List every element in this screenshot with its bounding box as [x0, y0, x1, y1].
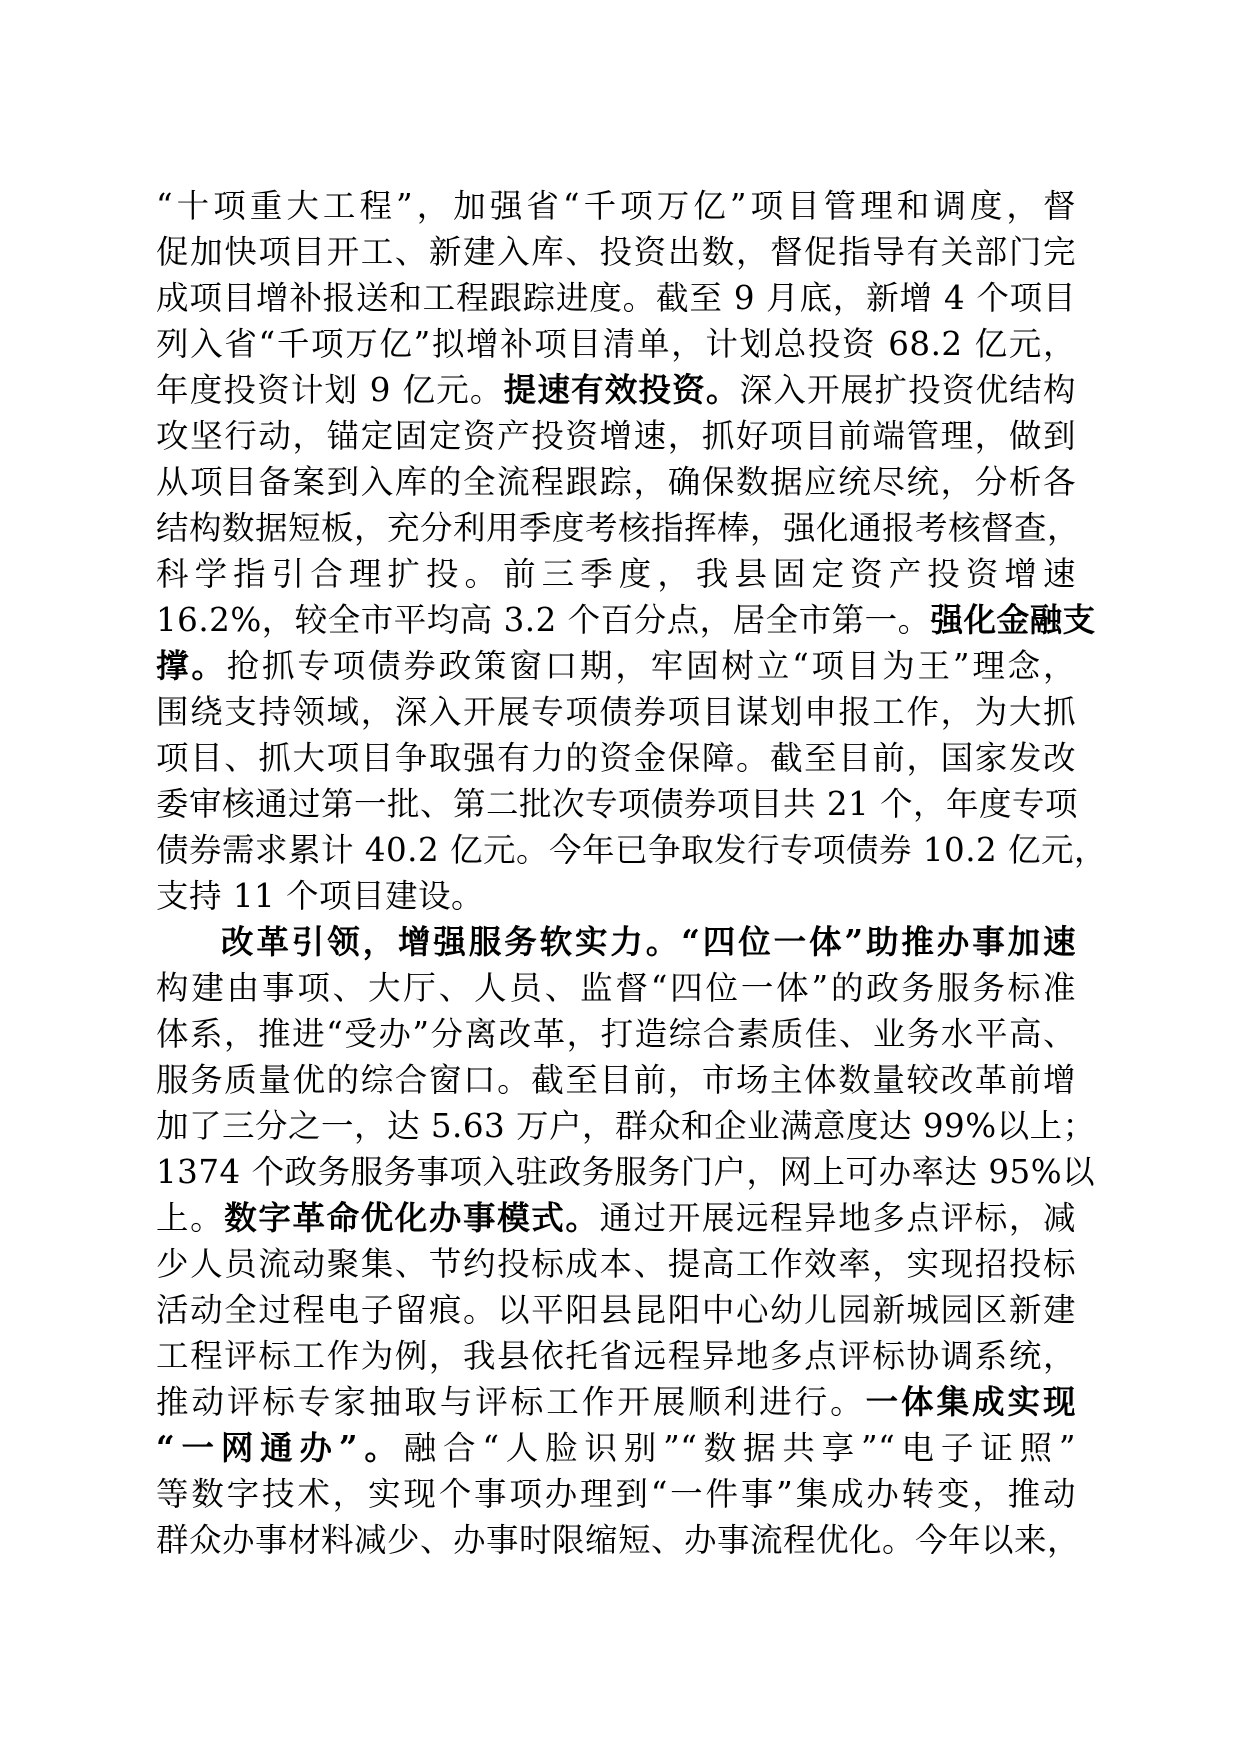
body-text-run: 委审核通过第一批、第二批次专项债券项目共 21 个，年度专项 — [156, 785, 1079, 823]
body-text-run: 从项目备案到入库的全流程跟踪，确保数据应统尽统，分析各 — [156, 463, 1076, 501]
body-text-run: 债券需求累计 40.2 亿元。今年已争取发行专项债券 10.2 亿元， — [156, 831, 1108, 869]
body-text-run: 少人员流动聚集、节约投标成本、提高工作效率，实现招投标 — [156, 1245, 1076, 1283]
body-text-run: 构建由事项、大厅、人员、监督“四位一体”的政务服务标准 — [156, 969, 1076, 1007]
body-text-run: 服务质量优的综合窗口。截至目前，市场主体数量较改革前增 — [156, 1061, 1076, 1099]
body-text-run: 列入省“千项万亿”拟增补项目清单，计划总投资 68.2 亿元， — [156, 325, 1076, 363]
bold-heading-text: “一网通办”。 — [156, 1428, 404, 1467]
text-line — [156, 597, 1096, 643]
text-line — [156, 1195, 1076, 1241]
body-text-run: 等数字技术，实现个事项办理到“一件事”集成办转变，推动 — [156, 1475, 1076, 1513]
bold-heading-text: 数字革命优化办事模式。 — [224, 1198, 600, 1237]
text-line — [156, 1517, 1081, 1563]
bold-heading-text: 提速有效投资。 — [503, 370, 740, 409]
body-text-run: 结构数据短板，充分利用季度考核指挥棒，强化通报考核督查， — [156, 509, 1081, 547]
text-line — [156, 551, 1076, 597]
body-text-run: 围绕支持领域，深入开展专项债券项目谋划申报工作，为大抓 — [156, 693, 1076, 731]
text-line — [156, 1149, 1096, 1195]
body-text-run: 支持 11 个项目建设。 — [156, 877, 485, 915]
bold-heading-text: 撑。 — [156, 646, 227, 685]
body-text-run: 上。 — [156, 1199, 225, 1237]
text-line — [156, 1287, 1076, 1333]
paragraph-investment — [156, 183, 1108, 919]
text-line — [156, 275, 1076, 321]
text-line — [156, 1103, 1096, 1149]
body-text-run: 加了三分之一，达 5.63 万户，群众和企业满意度达 99%以上； — [156, 1107, 1096, 1145]
text-line — [156, 505, 1081, 551]
paragraph-reform — [156, 919, 1096, 1563]
bold-heading-text: 强化金融支 — [930, 600, 1096, 639]
text-line — [156, 1471, 1076, 1517]
body-text-run: 融合“人脸识别”“数据共享”“电子证照” — [403, 1429, 1076, 1467]
text-line — [156, 827, 1108, 873]
body-text-run: 成项目增补报送和工程跟踪进度。截至 9 月底，新增 4 个项目 — [156, 279, 1076, 317]
text-line — [156, 413, 1076, 459]
body-text-run: 项目、抓大项目争取强有力的资金保障。截至目前，国家发改 — [156, 739, 1076, 777]
bold-heading-text: 一体集成实现 — [865, 1382, 1076, 1421]
body-text-run: 抢抓专项债券政策窗口期，牢固树立“项目为王”理念， — [226, 647, 1076, 685]
text-line — [156, 1333, 1076, 1379]
text-line — [156, 367, 1076, 413]
text-line — [156, 873, 1076, 919]
body-text-run: 年度投资计划 9 亿元。 — [156, 371, 504, 409]
text-line — [156, 965, 1076, 1011]
body-text-run: 推动评标专家抽取与评标工作开展顺利进行。 — [156, 1383, 866, 1421]
text-line — [156, 643, 1076, 689]
text-line — [156, 1241, 1076, 1287]
text-line — [156, 459, 1076, 505]
text-line — [156, 321, 1076, 367]
body-text-run: 活动全过程电子留痕。以平阳县昆阳中心幼儿园新城园区新建 — [156, 1291, 1076, 1329]
text-line — [156, 1057, 1076, 1103]
body-text-run: 群众办事材料减少、办事时限缩短、办事流程优化。今年以来， — [156, 1521, 1081, 1559]
body-text-run: “十项重大工程”，加强省“千项万亿”项目管理和调度，督 — [156, 187, 1076, 225]
body-text-run: 通过开展远程异地多点评标，减 — [599, 1199, 1076, 1237]
body-text — [156, 183, 1108, 1563]
text-line — [156, 919, 1076, 965]
text-line — [156, 689, 1076, 735]
text-line — [156, 1011, 1076, 1057]
body-text-run: 1374 个政务服务事项入驻政务服务门户，网上可办率达 95%以 — [156, 1153, 1096, 1191]
body-text-run: 16.2%，较全市平均高 3.2 个百分点，居全市第一。 — [156, 601, 931, 639]
body-text-run: 攻坚行动，锚定固定资产投资增速，抓好项目前端管理，做到 — [156, 417, 1076, 455]
text-line — [156, 781, 1079, 827]
body-text-run: 深入开展扩投资优结构 — [739, 371, 1076, 409]
text-line — [156, 1425, 1076, 1471]
text-line — [156, 735, 1076, 781]
body-text-run: 体系，推进“受办”分离改革，打造综合素质佳、业务水平高、 — [156, 1015, 1076, 1053]
text-line — [156, 1379, 1076, 1425]
text-line — [156, 183, 1076, 229]
bold-heading-text: 改革引领，增强服务软实力。“四位一体”助推办事加速 — [221, 922, 1076, 961]
body-text-run: 促加快项目开工、新建入库、投资出数，督促指导有关部门完 — [156, 233, 1076, 271]
body-text-run: 科学指引合理扩投。前三季度，我县固定资产投资增速 — [156, 555, 1076, 593]
body-text-run: 工程评标工作为例，我县依托省远程异地多点评标协调系统， — [156, 1337, 1076, 1375]
text-line — [156, 229, 1076, 275]
